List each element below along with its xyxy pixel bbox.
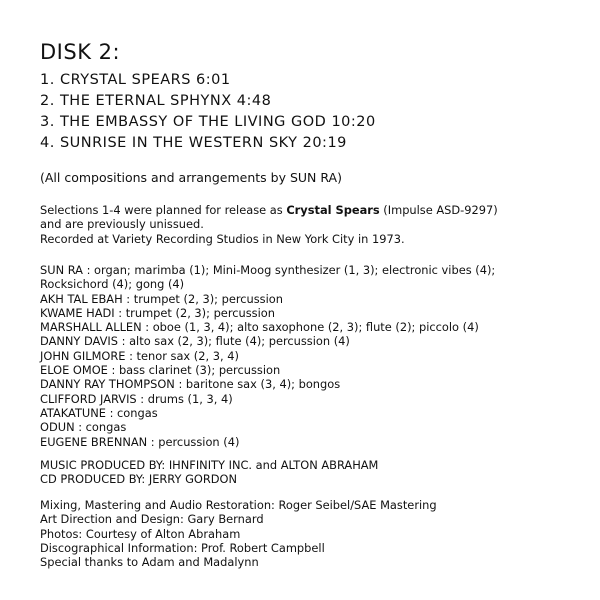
credit-line: Mixing, Mastering and Audio Restoration: Roger Seibel/SAE Mastering: [40, 498, 437, 512]
release-note-text: (Impulse ASD-9297): [379, 203, 498, 217]
personnel-line: MARSHALL ALLEN : oboe (1, 3, 4); alto saxophone (2, 3); flute (2); piccolo (4): [40, 320, 479, 335]
release-note-line: [40, 203, 498, 217]
release-note-line: and are previously unissued.: [40, 217, 204, 232]
release-note-line: Recorded at Variety Recording Studios in New York City in 1973.: [40, 231, 405, 246]
personnel-line: KWAME HADI : trumpet (2, 3); percussion: [40, 305, 275, 320]
track-item: 2. THE ETERNAL SPHYNX 4:48: [40, 93, 272, 109]
personnel-line: DANNY RAY THOMPSON : baritone sax (3, 4); bongos: [40, 377, 341, 392]
production-credits: [40, 498, 437, 569]
release-notes: [40, 203, 498, 246]
producer-line: CD PRODUCED BY: JERRY GORDON: [40, 472, 238, 487]
track-item: 3. THE EMBASSY OF THE LIVING GOD 10:20: [40, 114, 376, 130]
personnel-list: [40, 263, 495, 449]
producer-line: MUSIC PRODUCED BY: IHNFINITY INC. and ALTON ABRAHAM: [40, 458, 379, 472]
personnel-line: SUN RA : organ; marimba (1); Mini-Moog synthesizer (1, 3); electronic vibes (4);: [40, 263, 496, 277]
credit-line: Art Direction and Design: Gary Bernard: [40, 512, 264, 527]
release-note-text: Selections 1-4 were planned for release as: [40, 203, 287, 217]
personnel-line: ATAKATUNE : congas: [40, 405, 158, 420]
personnel-line: EUGENE BRENNAN : percussion (4): [40, 434, 240, 449]
track-list: [40, 70, 376, 154]
personnel-line: ODUN : congas: [40, 420, 127, 435]
personnel-line: CLIFFORD JARVIS : drums (1, 3, 4): [40, 391, 233, 406]
credit-line: Special thanks to Adam and Madalynn: [40, 555, 259, 570]
personnel-line: DANNY DAVIS : alto sax (2, 3); flute (4); percussion (4): [40, 334, 350, 349]
personnel-line: JOHN GILMORE : tenor sax (2, 3, 4): [40, 348, 239, 363]
personnel-line: AKH TAL EBAH : trumpet (2, 3); percussion: [40, 291, 283, 306]
personnel-line: Rocksichord (4); gong (4): [40, 277, 185, 292]
track-item: 1. CRYSTAL SPEARS 6:01: [40, 72, 231, 88]
disk-title: DISK 2:: [40, 40, 121, 64]
credit-line: Photos: Courtesy of Alton Abraham: [40, 526, 241, 541]
track-item: 4. SUNRISE IN THE WESTERN SKY 20:19: [40, 135, 347, 151]
producer-credits: [40, 458, 378, 487]
credit-line: Discographical Information: Prof. Robert Campbell: [40, 540, 325, 555]
personnel-line: ELOE OMOE : bass clarinet (3); percussion: [40, 363, 281, 378]
album-title: Crystal Spears: [286, 203, 380, 217]
compositions-note: (All compositions and arrangements by SUN RA): [40, 170, 342, 185]
